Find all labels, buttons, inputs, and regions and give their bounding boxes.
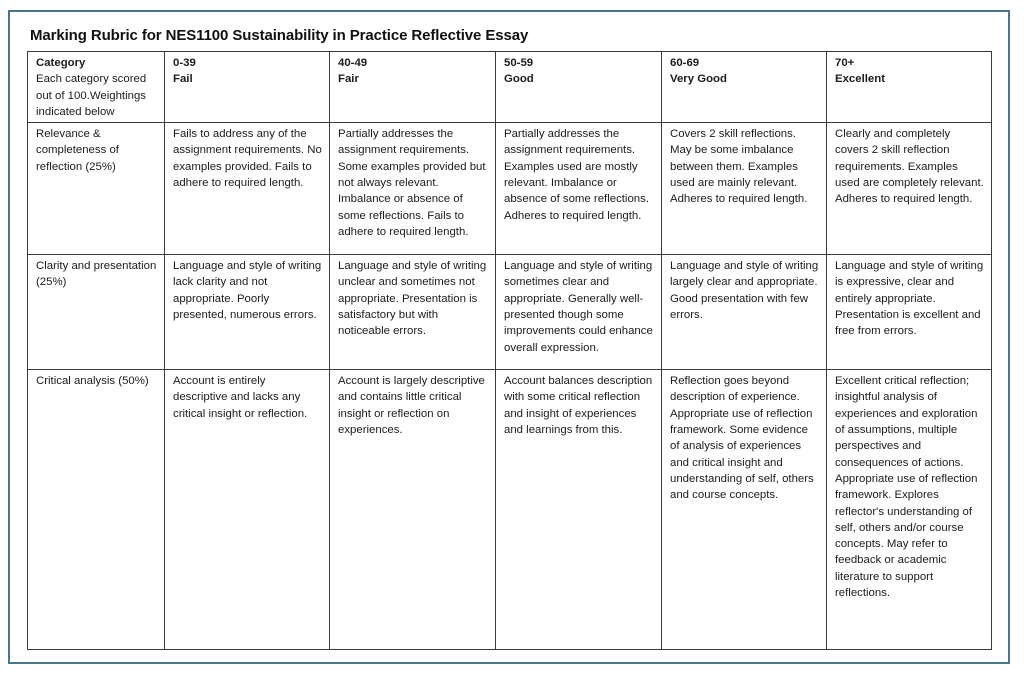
header-band-excellent [827, 52, 992, 123]
table-row-relevance [28, 123, 992, 255]
band-grade: Fail [173, 73, 193, 86]
row-category: Critical analysis (50%) [28, 370, 165, 650]
criterion-cell-good: Partially addresses the assignment requirements. Examples used are mostly relevant. Imbalance or absence of some reflections. Adheres to required length. [496, 123, 662, 255]
criterion-cell-fair: Partially addresses the assignment requirements. Some examples provided but not always relevant. Imbalance or absence of some reflections. Fails to adhere to required length. [330, 123, 496, 255]
header-category-cell [28, 52, 165, 123]
band-range: 0-39 [173, 57, 196, 69]
band-grade: Fair [338, 73, 359, 86]
band-range: 50-59 [504, 57, 534, 69]
table-row-critical-analysis [28, 370, 992, 650]
criterion-cell-fail: Account is entirely descriptive and lacks any critical insight or reflection. [165, 370, 330, 650]
criterion-cell-fail: Fails to address any of the assignment requirements. No examples provided. Fails to adhere to required length. [165, 123, 330, 255]
criterion-cell-very-good: Reflection goes beyond description of experience. Appropriate use of reflection framework. Some evidence of analysis of experiences and critical insight and understanding of self, others and course concepts. [662, 370, 827, 650]
row-category: Relevance & completeness of reflection (25%) [28, 123, 165, 255]
band-range: 60-69 [670, 57, 700, 69]
criterion-cell-excellent: Clearly and completely covers 2 skill reflection requirements. Examples used are completely relevant. Adheres to required length. [827, 123, 992, 255]
band-range: 70+ [835, 57, 855, 69]
criterion-cell-good: Account balances description with some critical reflection and insight of experiences and learnings from this. [496, 370, 662, 650]
category-heading: Category [36, 57, 86, 69]
band-range: 40-49 [338, 57, 368, 69]
header-band-fair [330, 52, 496, 123]
band-grade: Good [504, 73, 534, 86]
document-title: Marking Rubric for NES1100 Sustainability in Practice Reflective Essay [30, 27, 529, 44]
criterion-cell-fair: Language and style of writing unclear and sometimes not appropriate. Presentation is satisfactory but with noticeable errors. [330, 255, 496, 370]
criterion-cell-fail: Language and style of writing lack clarity and not appropriate. Poorly presented, numerous errors. [165, 255, 330, 370]
criterion-cell-fair: Account is largely descriptive and contains little critical insight or reflection on experiences. [330, 370, 496, 650]
document-frame [8, 10, 1010, 664]
header-row [28, 52, 992, 123]
row-category: Clarity and presentation (25%) [28, 255, 165, 370]
criterion-cell-excellent: Language and style of writing is expressive, clear and entirely appropriate. Presentation is excellent and free from errors. [827, 255, 992, 370]
header-band-fail [165, 52, 330, 123]
table-row-clarity [28, 255, 992, 370]
header-band-good [496, 52, 662, 123]
header-band-very-good [662, 52, 827, 123]
criterion-cell-excellent: Excellent critical reflection; insightful analysis of experiences and exploration of assumptions, multiple perspectives and consequences of actions. Appropriate use of reflection framework. Explores reflector's understanding of self, others and/or course concepts. May refer to feedback or academic literature to support reflections. [827, 370, 992, 650]
band-grade: Very Good [670, 73, 727, 86]
criterion-cell-very-good: Covers 2 skill reflections. May be some imbalance between them. Examples used are mainly relevant. Adheres to required length. [662, 123, 827, 255]
rubric-table [27, 51, 992, 650]
criterion-cell-very-good: Language and style of writing largely clear and appropriate. Good presentation with few errors. [662, 255, 827, 370]
category-note: Each category scored out of 100.Weightings indicated below [36, 73, 147, 118]
band-grade: Excellent [835, 73, 886, 86]
criterion-cell-good: Language and style of writing sometimes clear and appropriate. Generally well-presented though some improvements could enhance overall expression. [496, 255, 662, 370]
